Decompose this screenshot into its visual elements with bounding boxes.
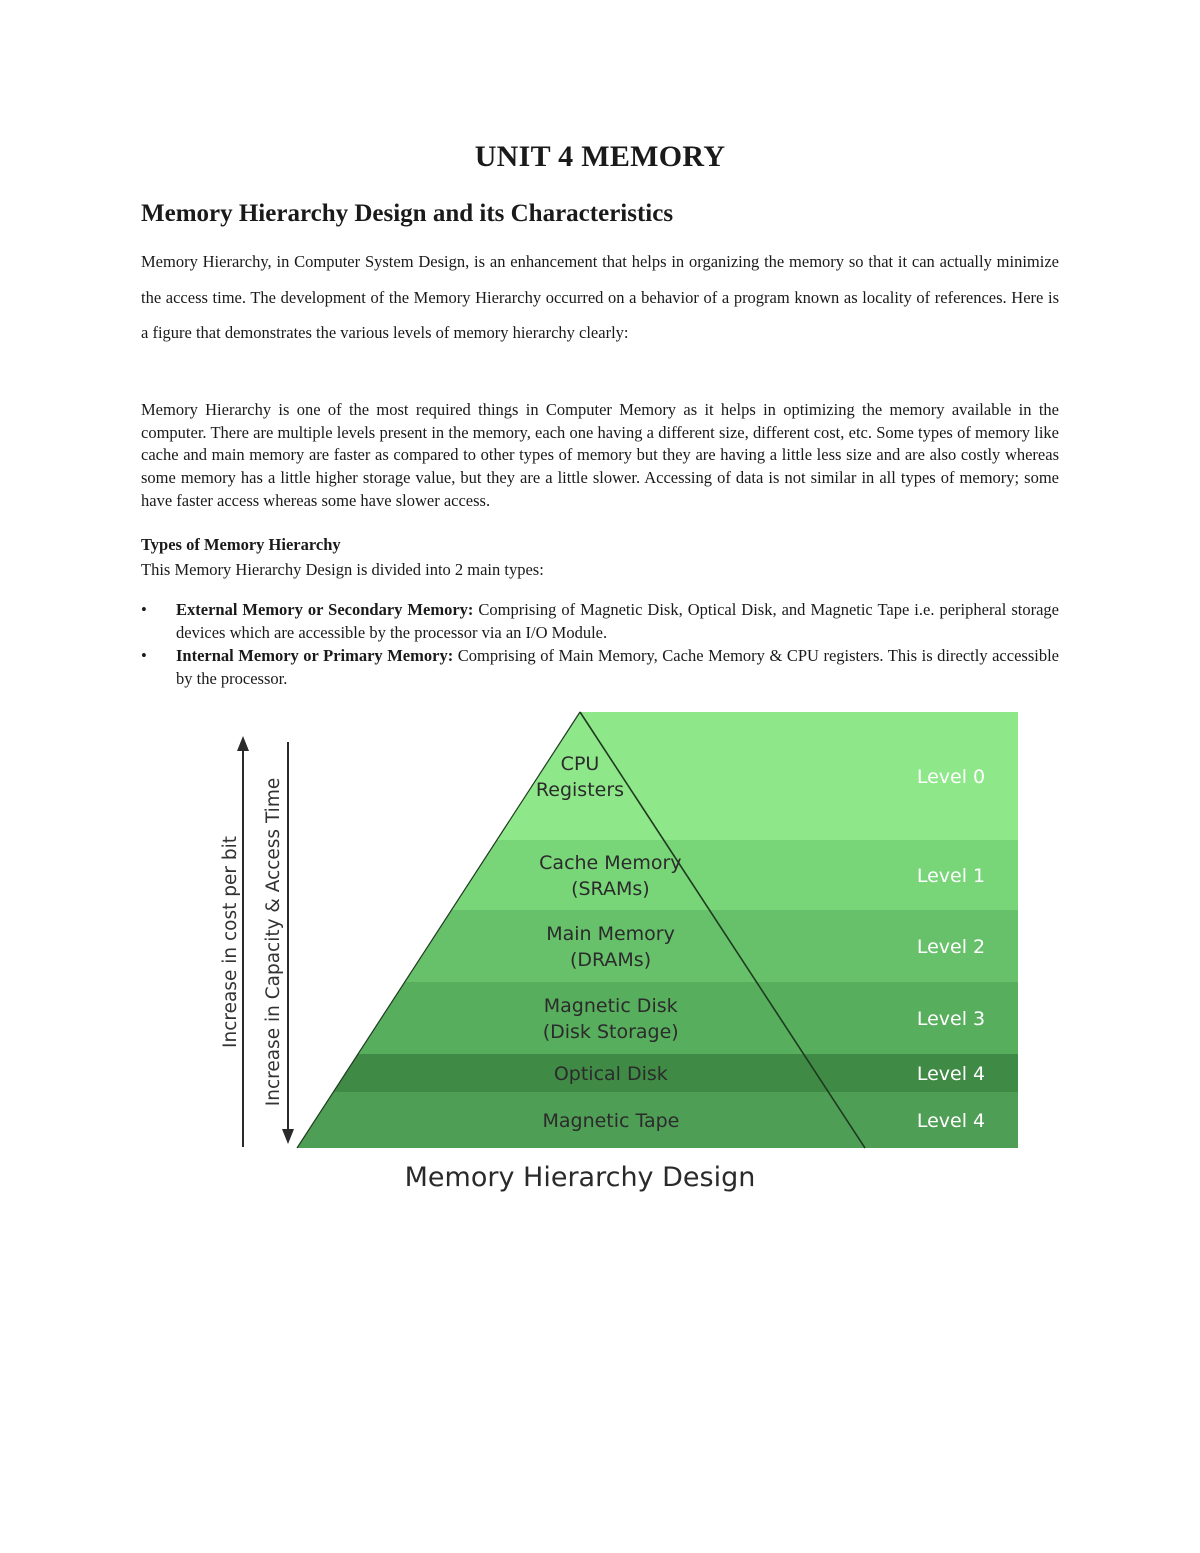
bullet-icon: •	[141, 646, 147, 666]
level-label-3: Level 3	[916, 1008, 986, 1030]
cost-axis-label: Increase in cost per bit	[220, 836, 241, 1048]
band-sublabel-0: Registers	[535, 779, 625, 801]
types-heading: Types of Memory Hierarchy	[141, 535, 341, 554]
types-list	[141, 599, 1059, 692]
level-band-3	[210, 982, 1018, 1054]
type-description: Comprising of Magnetic Disk, Optical Disk, and Magnetic Tape i.e. peripheral storage devices which are accessible by the processor via an I/O Module.	[176, 600, 1060, 642]
section-heading: Memory Hierarchy Design and its Characteristics	[141, 200, 674, 227]
capacity-axis-label: Increase in Capacity & Access Time	[263, 777, 284, 1107]
bullet-icon: •	[141, 600, 147, 619]
level-label-5: Level 4	[916, 1110, 986, 1132]
band-label-0: CPU	[560, 753, 600, 775]
level-label-0: Level 0	[916, 766, 986, 788]
level-band-2	[210, 910, 1018, 982]
intro-paragraph: Memory Hierarchy, in Computer System Design, is an enhancement that helps in organizing the memory so that it can actually minimize the access time. The development of the Memory Hierarchy occurred on a behavior of a program known as locality of references. Here is a figure that demonstrates the various levels of memory hierarchy clearly:	[141, 252, 1059, 342]
band-label-2: Main Memory	[546, 923, 675, 945]
type-description: Comprising of Main Memory, Cache Memory & CPU registers. This is directly accessible by the processor.	[176, 646, 1059, 689]
memory-hierarchy-diagram	[210, 700, 1030, 1200]
band-sublabel-2: (DRAMs)	[569, 949, 652, 971]
capacity-axis-arrow-icon	[282, 1129, 294, 1144]
type-term: Internal Memory or Primary Memory:	[176, 646, 454, 666]
level-label-1: Level 1	[916, 865, 986, 887]
band-label-5: Magnetic Tape	[542, 1110, 680, 1132]
band-label-1: Cache Memory	[539, 852, 682, 874]
list-item	[141, 599, 1059, 644]
band-sublabel-1: (SRAMs)	[571, 878, 650, 900]
level-band-0	[210, 712, 1018, 840]
figure-caption: Memory Hierarchy Design	[404, 1162, 756, 1193]
band-sublabel-3: (Disk Storage)	[542, 1021, 679, 1043]
types-intro: This Memory Hierarchy Design is divided into 2 main types:	[141, 560, 544, 579]
level-label-4: Level 4	[916, 1063, 986, 1085]
level-label-2: Level 2	[916, 936, 986, 958]
page-title: UNIT 4 MEMORY	[474, 140, 726, 173]
details-paragraph: Memory Hierarchy is one of the most required things in Computer Memory as it helps in optimizing the memory available in the computer. There are multiple levels present in the memory, each one having a different size, different cost, etc. Some types of memory like cache and main memory are faster as compared to other types of memory but they are having a little less size and are also costly whereas some memory has a little higher storage value, but they are a little slower. Accessing of data is not similar in all types of memory; some have faster access whereas some have slower access.	[141, 400, 1059, 510]
type-term: External Memory or Secondary Memory:	[176, 600, 474, 619]
cost-axis-arrow-icon	[237, 736, 249, 751]
list-item	[141, 645, 1059, 690]
band-label-3: Magnetic Disk	[543, 995, 678, 1017]
band-label-4: Optical Disk	[553, 1063, 668, 1085]
memory-hierarchy-figure	[210, 700, 1030, 1200]
